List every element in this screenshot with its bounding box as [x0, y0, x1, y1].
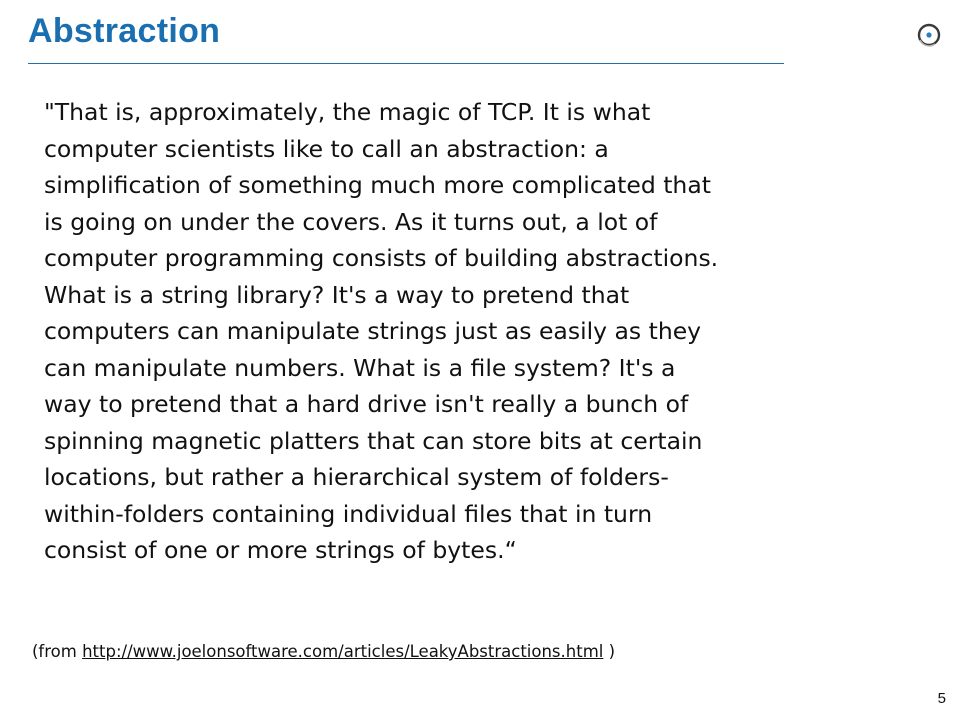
source-link[interactable]: http://www.joelonsoftware.com/articles/LeakyAbstractions.html: [82, 642, 604, 661]
quote-text: "That is, approximately, the magic of TCP. It is what computer scientists like to call an abstraction: a simplification of something much more complicated that is going on under the covers. As it turns out, a lot of computer programming consists of building abstractions. What is a string library? It's a way to pretend that computers can manipulate strings just as easily as they can manipulate numbers. What is a file system? It's a way to pretend that a hard drive isn't really a bunch of spinning magnetic platters that can store bits at certain locations, but rather a hierarchical system of folders- within-folders containing individual files that in turn consist of one or more strings of bytes.“: [44, 98, 719, 564]
title-divider: [28, 63, 784, 64]
source-prefix: (from: [32, 642, 83, 661]
slide-title: Abstraction: [28, 12, 221, 50]
page-number: 5: [937, 690, 946, 707]
source-suffix: ): [603, 642, 616, 661]
circle-logo-icon: [914, 20, 944, 50]
source-citation: [32, 642, 615, 661]
